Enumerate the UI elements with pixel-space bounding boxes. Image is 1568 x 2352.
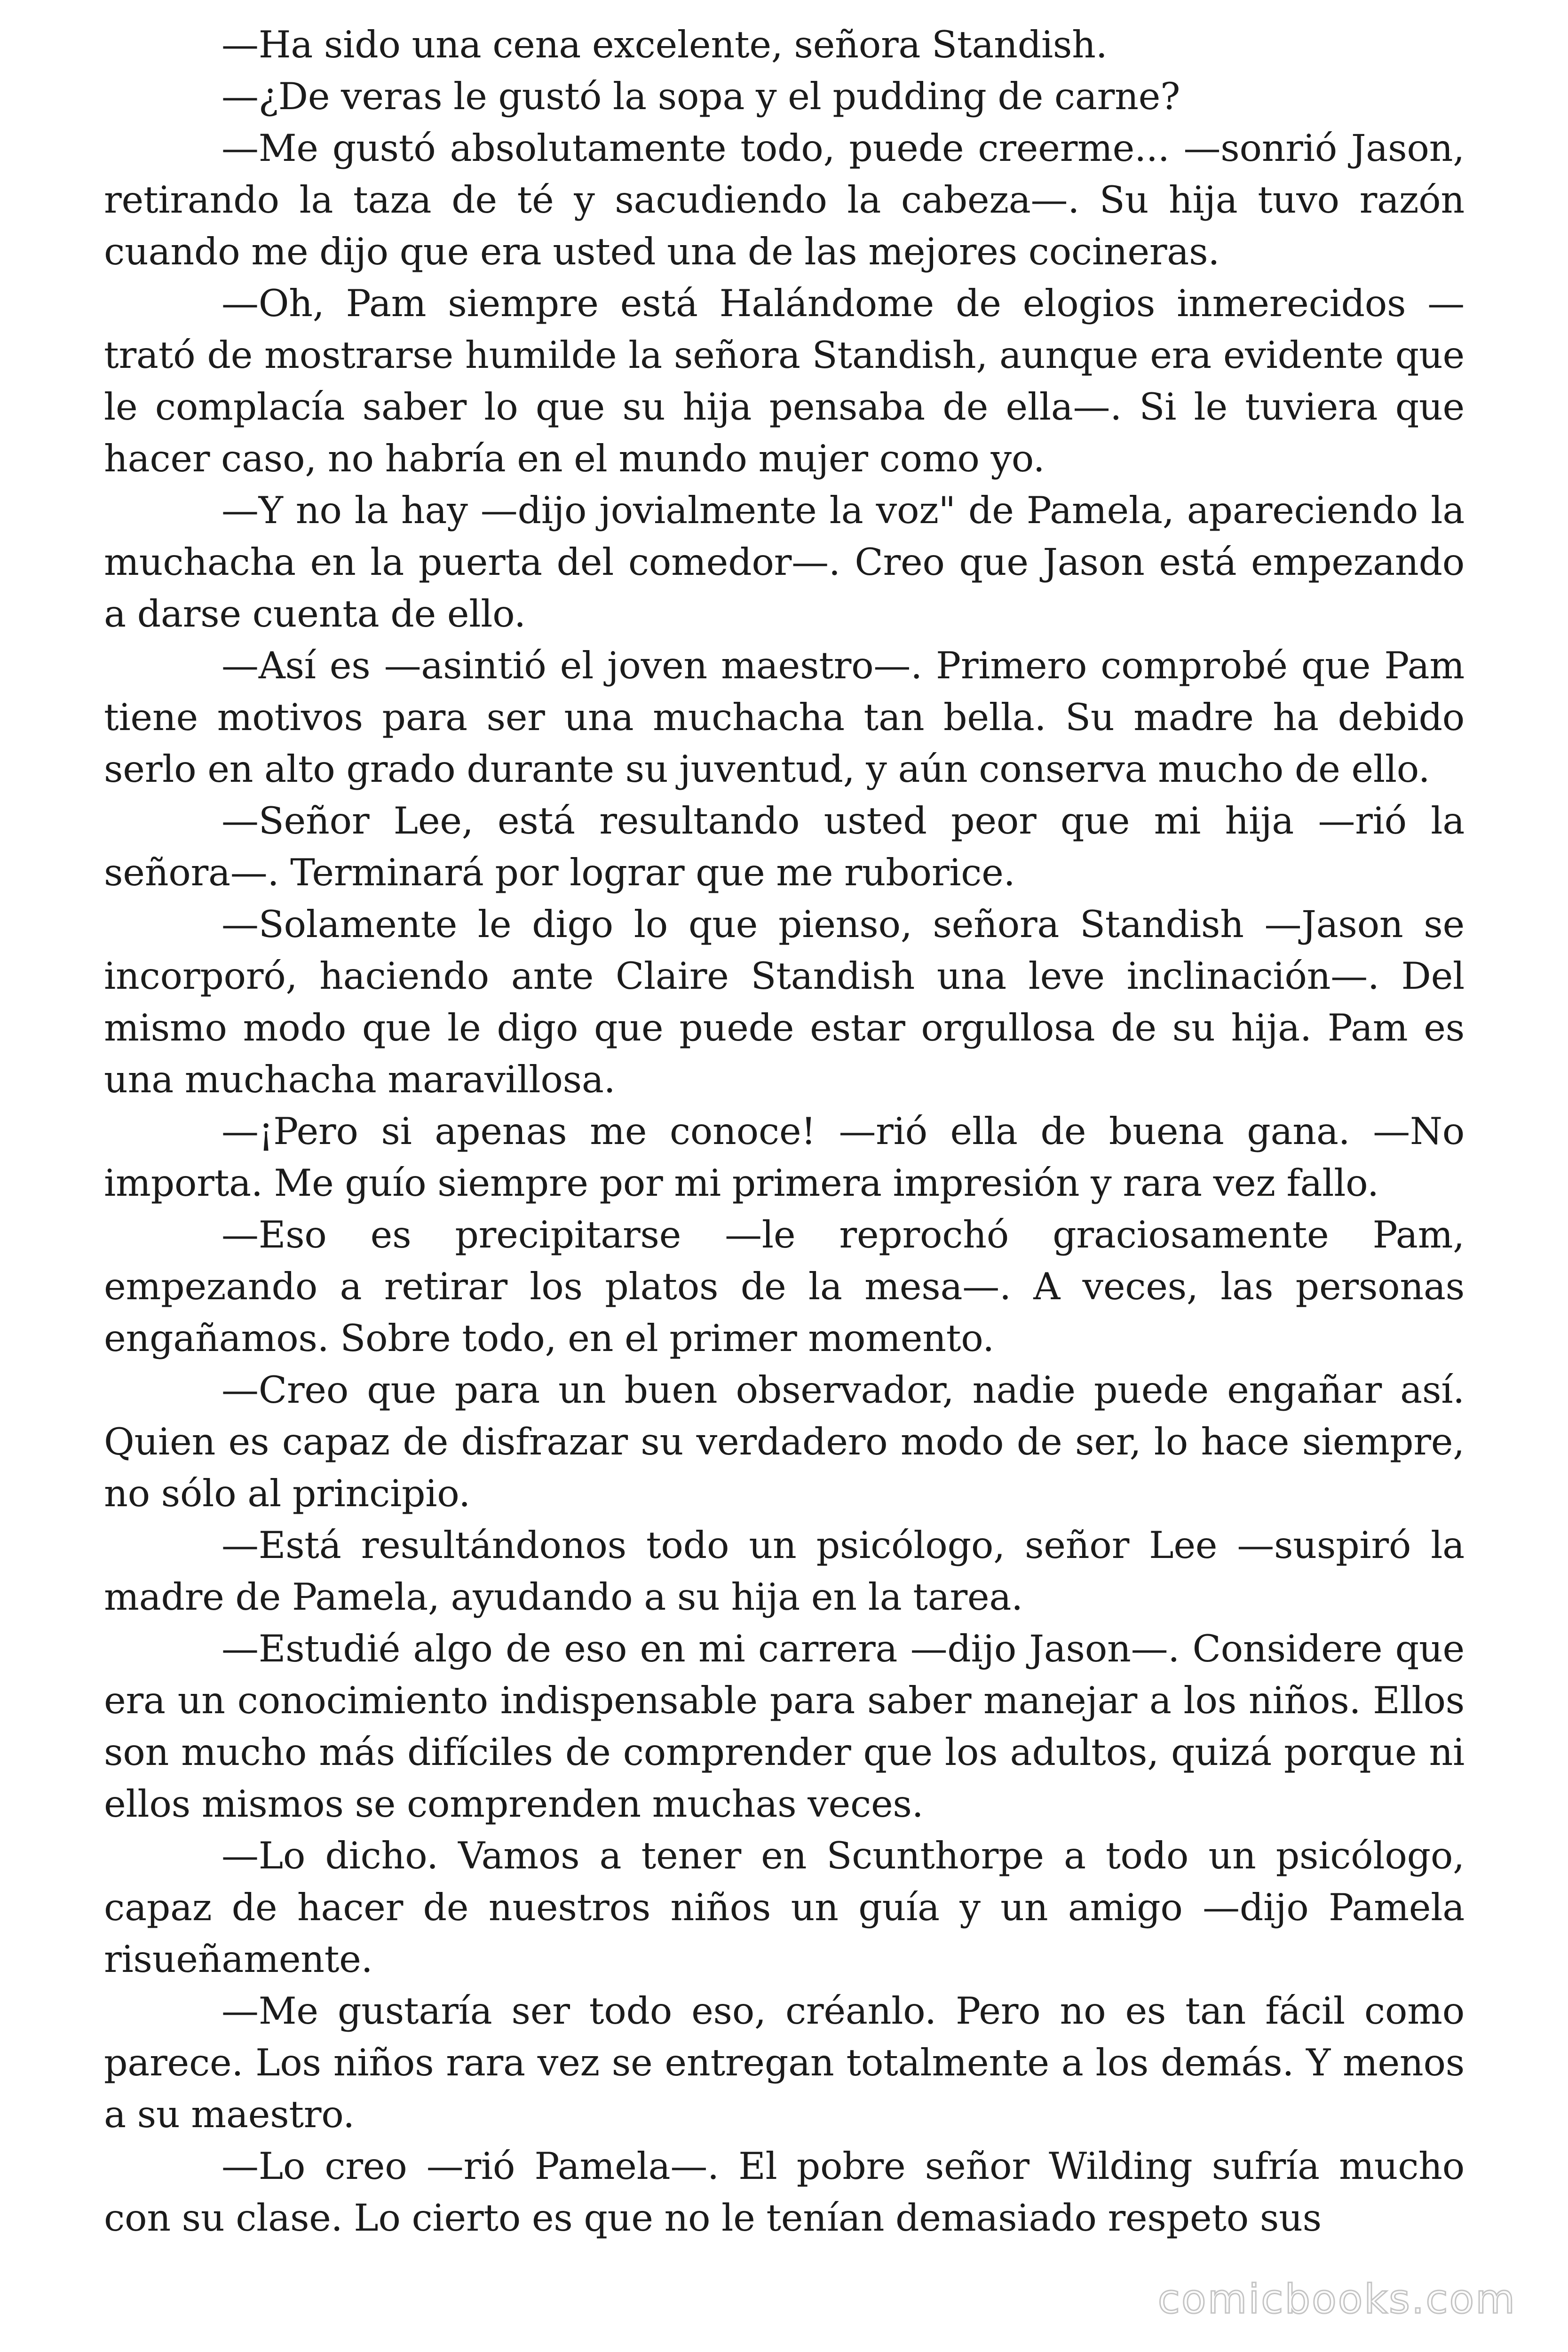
paragraph: —¿De veras le gustó la sopa y el pudding de carne?	[222, 75, 1180, 118]
paragraph: —Lo creo —rió Pamela—. El pobre señor Wilding sufría mucho con su clase. Lo cierto es que no le tenían demasiado respeto sus	[104, 2145, 1465, 2240]
paragraph: —Solamente le digo lo que pienso, señora Standish —Jason se incorporó, haciendo ante Claire Standish una leve inclinación—. Del mismo modo que le digo que puede estar orgullosa de su hija. Pam es una muchacha maravillosa.	[104, 903, 1465, 1101]
paragraph: —Ha sido una cena excelente, señora Standish.	[222, 23, 1108, 66]
watermark: comicbooks.com	[1157, 2276, 1516, 2323]
paragraph: —Y no la hay —dijo jovialmente la voz" de Pamela, apareciendo la muchacha en la puerta del comedor—. Creo que Jason está empezando a darse cuenta de ello.	[104, 489, 1465, 636]
paragraph: —Eso es precipitarse —le reprochó graciosamente Pam, empezando a retirar los platos de la mesa—. A veces, las personas engañamos. Sobre todo, en el primer momento.	[104, 1213, 1465, 1360]
paragraph: —Creo que para un buen observador, nadie puede engañar así. Quien es capaz de disfrazar su verdadero modo de ser, lo hace siempre, no sólo al principio.	[104, 1368, 1465, 1515]
paragraph: —Oh, Pam siempre está Halándome de elogios inmerecidos —trató de mostrarse humilde la señora Standish, aunque era evidente que le complacía saber lo que su hija pensaba de ella—. Si le tuviera que hacer caso, no habría en el mundo mujer como yo.	[104, 282, 1465, 480]
paragraph: —Está resultándonos todo un psicólogo, señor Lee —suspiró la madre de Pamela, ayudando a su hija en la tarea.	[104, 1524, 1465, 1619]
paragraph: —Me gustó absolutamente todo, puede creerme... —sonrió Jason, retirando la taza de té y sacudiendo la cabeza—. Su hija tuvo razón cuando me dijo que era usted una de las mejores cocineras.	[104, 127, 1465, 273]
paragraph: —Me gustaría ser todo eso, créanlo. Pero no es tan fácil como parece. Los niños rara vez se entregan totalmente a los demás. Y menos a su maestro.	[104, 1989, 1465, 2136]
paragraph: —Así es —asintió el joven maestro—. Primero comprobé que Pam tiene motivos para ser una muchacha tan bella. Su madre ha debido serlo en alto grado durante su juventud, y aún conserva mucho de ello.	[104, 644, 1465, 791]
paragraph: —Estudié algo de eso en mi carrera —dijo Jason—. Considere que era un conocimiento indispensable para saber manejar a los niños. Ellos son mucho más difíciles de comprender que los adultos, quizá porque ni ellos mismos se comprenden muchas veces.	[104, 1627, 1465, 1826]
book-page	[104, 19, 1465, 2324]
paragraph: —Señor Lee, está resultando usted peor que mi hija —rió la señora—. Terminará por lograr que me ruborice.	[104, 799, 1465, 894]
paragraph: —¡Pero si apenas me conoce! —rió ella de buena gana. —No importa. Me guío siempre por mi primera impresión y rara vez fallo.	[104, 1110, 1465, 1205]
paragraph: —Lo dicho. Vamos a tener en Scunthorpe a todo un psicólogo, capaz de hacer de nuestros niños un guía y un amigo —dijo Pamela risueñamente.	[104, 1834, 1465, 1981]
